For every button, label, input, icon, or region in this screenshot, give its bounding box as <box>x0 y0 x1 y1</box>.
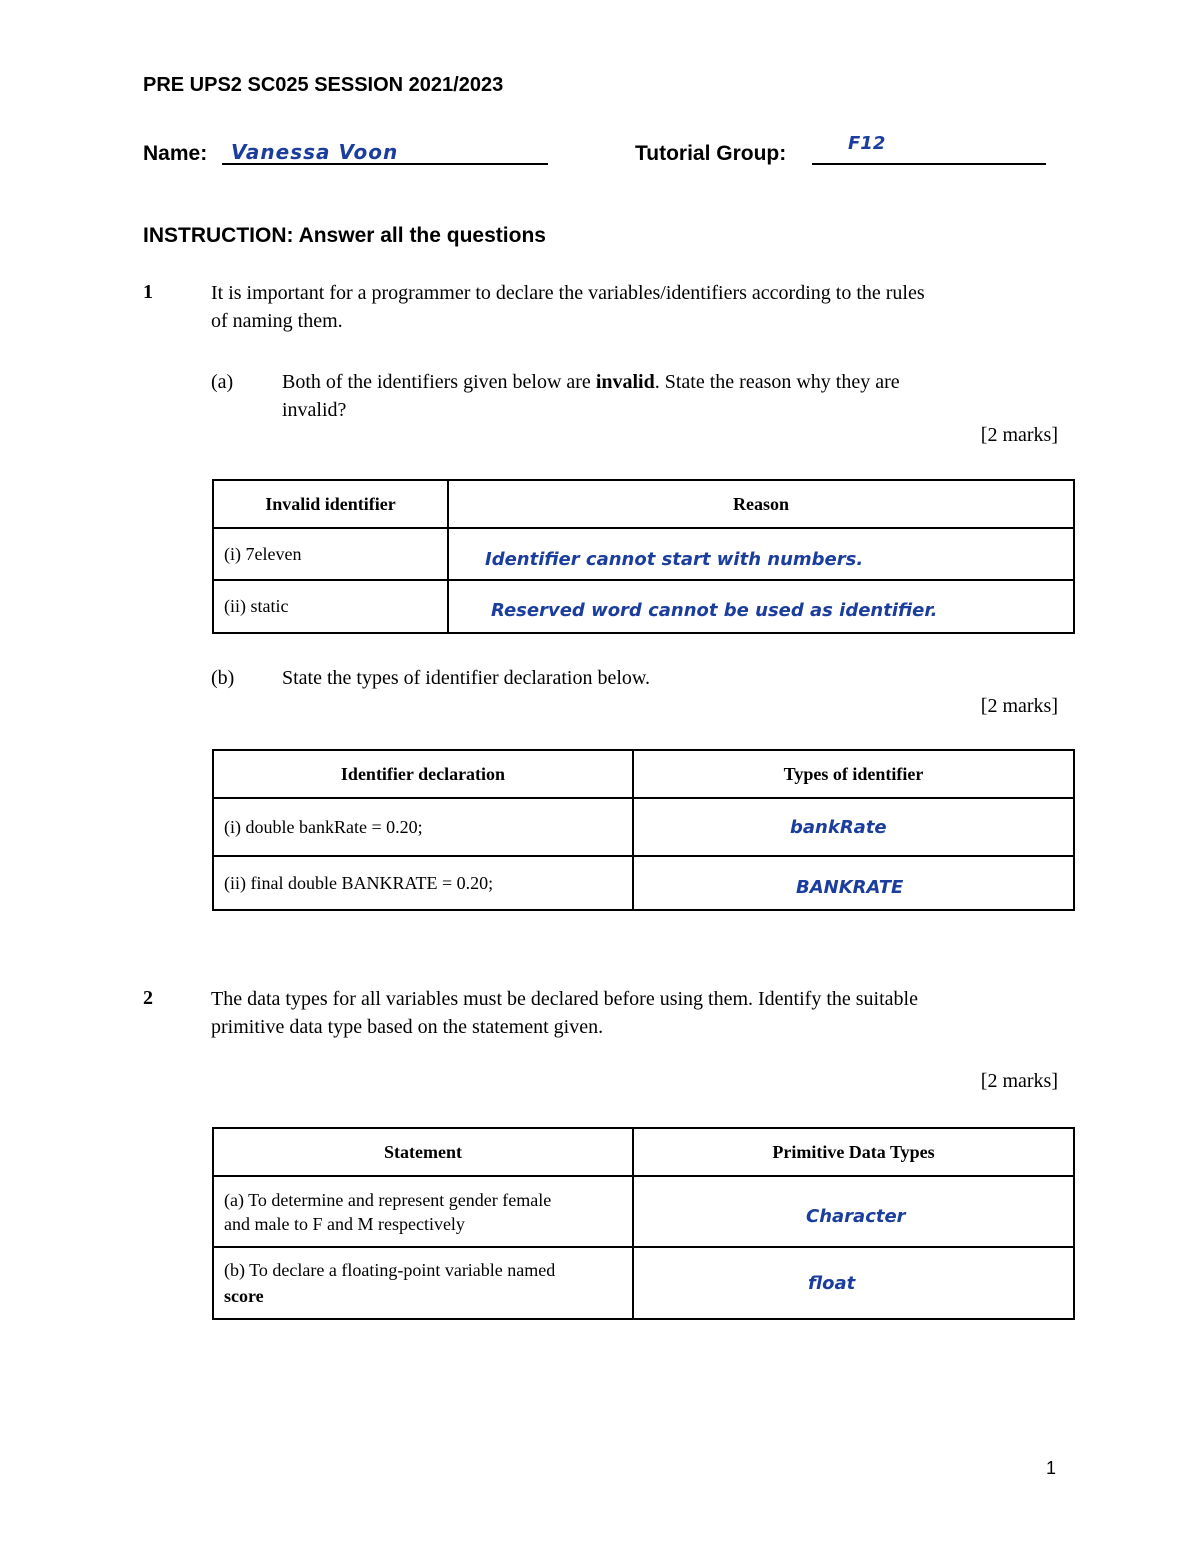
primitive-data-type-table <box>212 1127 1075 1320</box>
statement-line: (b) To declare a floating-point variable named <box>224 1260 556 1280</box>
answer-cell[interactable]: BANKRATE <box>633 856 1074 910</box>
instruction <box>143 224 546 248</box>
identifier-cell: (i) 7eleven <box>213 528 448 580</box>
statement-line: and male to F and M respectively <box>224 1213 465 1234</box>
question-2-text-line2: primitive data type based on the statement given. <box>211 1016 604 1038</box>
answer-cell[interactable]: Character <box>633 1176 1074 1247</box>
table-header-row <box>213 480 1074 528</box>
name-label: Name: <box>143 142 208 165</box>
question-1a-text-bold: invalid <box>595 371 655 393</box>
declaration-cell: (ii) final double BANKRATE = 0.20; <box>213 856 633 910</box>
question-1b-marks: [2 marks] <box>980 695 1058 717</box>
table-row <box>213 798 1074 856</box>
table-header-row <box>213 750 1074 798</box>
question-1a-text <box>282 368 1062 424</box>
table-header-row <box>213 1128 1074 1176</box>
invalid-identifier-table <box>212 479 1075 634</box>
question-1a-marks: [2 marks] <box>980 424 1058 446</box>
question-1b-label: (b) <box>211 667 235 689</box>
question-1-number: 1 <box>143 281 153 303</box>
question-1-text-line1: It is important for a programmer to declare the variables/identifiers according to the rules <box>211 282 925 304</box>
answer-cell[interactable]: Identifier cannot start with numbers. <box>448 528 1074 580</box>
table-row <box>213 1176 1074 1247</box>
statement-cell <box>213 1176 633 1247</box>
question-1a-text-pre: Both of the identifiers given below are <box>282 371 596 393</box>
instruction-label: INSTRUCTION: <box>143 224 294 247</box>
question-1-text <box>211 279 1081 335</box>
question-2-marks: [2 marks] <box>980 1070 1058 1092</box>
answer-cell[interactable]: bankRate <box>633 798 1074 856</box>
table-header-cell: Reason <box>448 480 1074 528</box>
table-header-cell: Primitive Data Types <box>633 1128 1074 1176</box>
answer-cell[interactable]: float <box>633 1247 1074 1319</box>
question-2-text-line1: The data types for all variables must be declared before using them. Identify the suitable <box>211 988 918 1010</box>
table-row <box>213 856 1074 910</box>
table-header-cell: Identifier declaration <box>213 750 633 798</box>
question-1-text-line2: of naming them. <box>211 310 343 332</box>
tutorial-group-handwritten-value[interactable]: F12 <box>848 133 886 154</box>
question-1a-text-post: . State the reason why they are <box>654 371 900 393</box>
page-number: 1 <box>1046 1458 1057 1478</box>
question-2-text <box>211 985 1081 1041</box>
table-row <box>213 1247 1074 1319</box>
tutorial-group-underline <box>812 163 1046 165</box>
question-1a-text-line2: invalid? <box>282 399 347 421</box>
statement-line-bold: score <box>224 1286 264 1306</box>
statement-line: (a) To determine and represent gender female <box>224 1189 552 1210</box>
table-header-cell: Types of identifier <box>633 750 1074 798</box>
declaration-cell: (i) double bankRate = 0.20; <box>213 798 633 856</box>
question-1b-text: State the types of identifier declaration below. <box>282 667 651 689</box>
instruction-text: Answer all the questions <box>298 224 546 247</box>
identifier-declaration-table <box>212 749 1075 911</box>
table-row <box>213 528 1074 580</box>
table-header-cell: Statement <box>213 1128 633 1176</box>
identifier-cell: (ii) static <box>213 580 448 633</box>
answer-cell[interactable]: Reserved word cannot be used as identifier. <box>448 580 1074 633</box>
table-row <box>213 580 1074 633</box>
question-2-number: 2 <box>143 987 153 1009</box>
page-title: PRE UPS2 SC025 SESSION 2021/2023 <box>143 74 504 96</box>
name-handwritten-value[interactable]: Vanessa Voon <box>231 140 399 164</box>
tutorial-group-label: Tutorial Group: <box>635 142 787 165</box>
table-header-cell: Invalid identifier <box>213 480 448 528</box>
statement-cell <box>213 1247 633 1319</box>
question-1a-label: (a) <box>211 371 234 393</box>
